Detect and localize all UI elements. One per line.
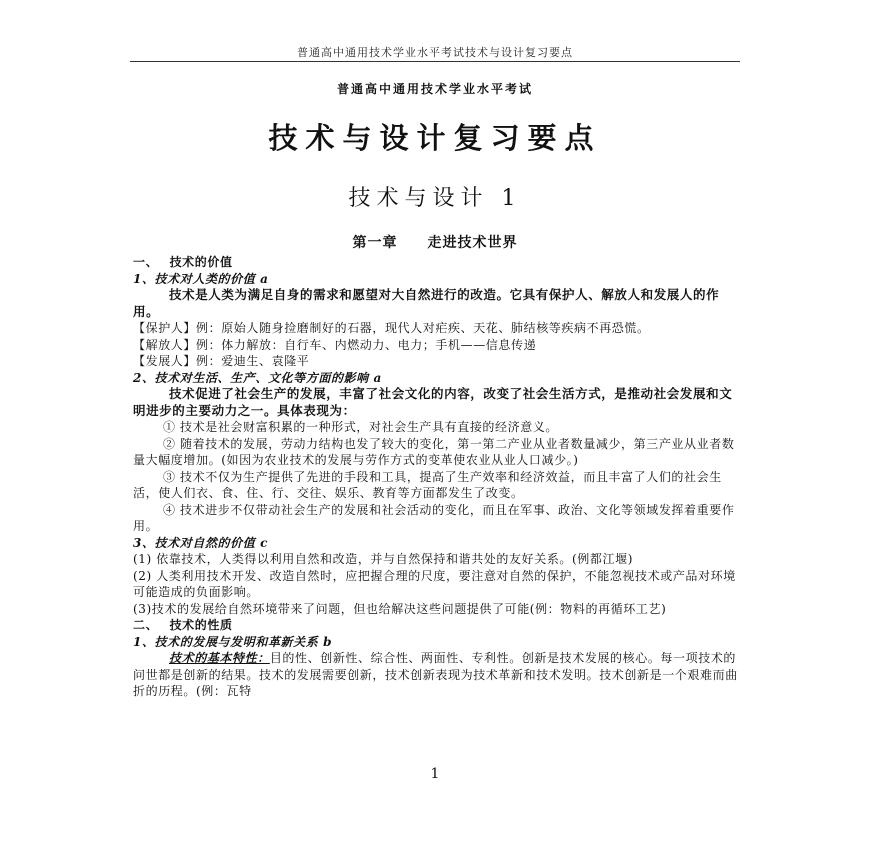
term-text: 目的性、创新性、综合性、两面性、专利性。创新是技术发展的核心。每一项技术的问世都是创新的结果。技术的发展需要创新，技术创新表现为技术革新和技术发明。技术创新是一个艰难而曲折的历程。(例：瓦特 (133, 651, 738, 698)
document-title: 技术与设计复习要点 (268, 121, 602, 155)
page-number: 1 (430, 766, 440, 782)
list-item: ② 随着技术的发展，劳动力结构也发了较大的变化，第一第二产业从业者数量减少，第三产业从业者数量大幅度增加。(如因为农业技术的发展与劳作方式的变革使农业从业人口减少。) (133, 436, 735, 467)
subsection-heading-1-3: 3、技术对自然的价值 c (133, 535, 269, 550)
header-divider (130, 61, 740, 62)
list-item: ④ 技术进步不仅带动社会生产的发展和社会活动的变化，而且在军事、政治、文化等领域发挥着重要作用。 (133, 502, 735, 533)
subsection-heading-2-1: 1、技术的发展与发明和革新关系 b (133, 634, 333, 649)
paragraph: (2) 人类利用技术开发、改造自然时，应把握合理的尺度，要注意对自然的保护，不能忽视技术或产品对环境可能造成的负面影响。 (133, 568, 736, 599)
document-body (133, 254, 740, 700)
subsection-heading-1-2: 2、技术对生活、生产、文化等方面的影响 a (133, 370, 382, 385)
chapter-title: 第一章 走进技术世界 (352, 235, 518, 251)
paragraph: (3)技术的发展给自然环境带来了问题，但也给解决这些问题提供了可能(例：物料的再循环工艺) (133, 601, 667, 616)
subsection-heading-1-1: 1、技术对人类的价值 a (133, 271, 269, 286)
book-title: 技术与设计 1 (348, 186, 522, 211)
paragraph-lead: 技术是人类为满足自身的需求和愿望对大自然进行的改造。它具有保护人、解放人和发展人的作用。 (133, 287, 720, 319)
list-item: ③ 技术不仅为生产提供了先进的手段和工具，提高了生产效率和经济效益，而且丰富了人们的社会生活，使人们衣、食、住、行、交往、娱乐、教育等方面都发生了改变。 (133, 469, 722, 500)
paragraph: 【解放人】例：体力解放：自行车、内燃动力、电力；手机——信息传递 (133, 337, 537, 352)
section-heading-2: 二、 技术的性质 (133, 618, 233, 632)
paragraph: 【发展人】例：爱迪生、袁隆平 (133, 354, 310, 368)
term-label: 技术的基本特性： (169, 651, 270, 665)
section-heading-1: 一、 技术的价值 (133, 255, 233, 269)
running-header: 普通高中通用技术学业水平考试技术与设计复习要点 (297, 46, 573, 59)
document-subtitle: 普通高中通用技术学业水平考试 (336, 82, 533, 96)
paragraph-lead: 技术促进了社会生产的发展，丰富了社会文化的内容，改变了社会生活方式，是推动社会发展和文明进步的主要动力之一。具体表现为： (133, 386, 733, 418)
paragraph (133, 650, 740, 700)
list-item: ① 技术是社会财富积累的一种形式，对社会生产具有直接的经济意义。 (163, 420, 559, 434)
paragraph: 【保护人】例：原始人随身捡磨制好的石器，现代人对疟疾、天花、肺结核等疾病不再恐慌。 (133, 321, 650, 335)
paragraph: (1) 依靠技术，人类得以利用自然和改造，并与自然保持和谐共处的友好关系。(例都江堰) (133, 552, 633, 566)
